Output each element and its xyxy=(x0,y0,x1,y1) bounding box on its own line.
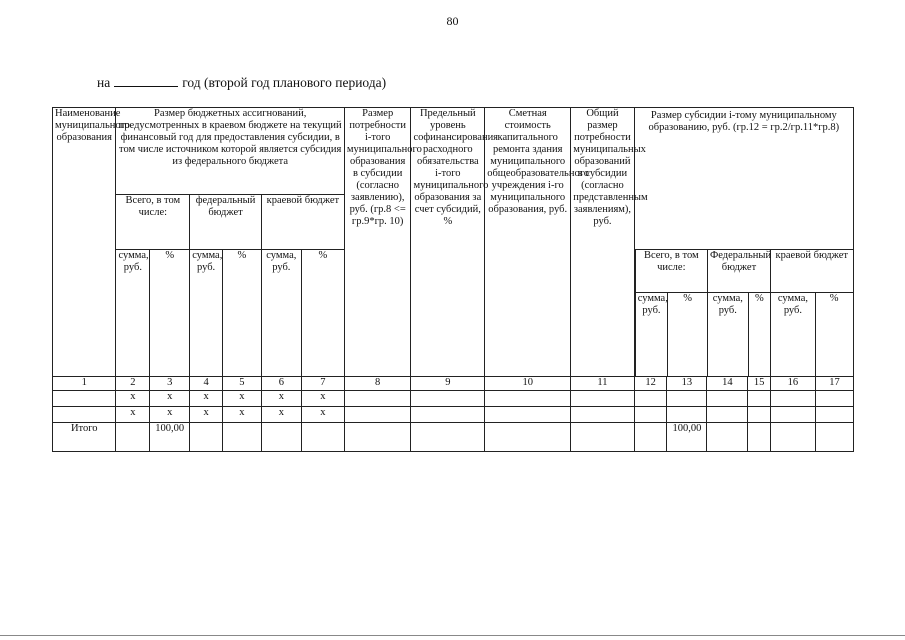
table-cell xyxy=(485,407,571,423)
table-cell xyxy=(344,423,411,452)
header-total-incl: Всего, в том числе: xyxy=(116,195,190,250)
header-pct-a3: % xyxy=(301,250,344,377)
table-cell xyxy=(53,407,116,423)
header-sum-a2: сумма, руб. xyxy=(190,250,223,377)
table-cell xyxy=(485,391,571,407)
subsidy-subheader-cell xyxy=(634,250,853,377)
header-pct-b3: % xyxy=(815,292,853,376)
col-num: 15 xyxy=(748,377,771,391)
table-cell xyxy=(815,407,853,423)
header-federal-a: федеральный бюджет xyxy=(190,195,262,250)
header-name: Наименование муниципального образования xyxy=(53,108,116,377)
table-cell xyxy=(190,423,223,452)
table-cell xyxy=(667,391,707,407)
table-cell xyxy=(261,423,301,452)
table-cell xyxy=(667,407,707,423)
table-cell xyxy=(116,423,150,452)
table-cell xyxy=(707,391,748,407)
x-mark: х xyxy=(222,407,261,423)
total-row xyxy=(53,423,854,452)
table-cell xyxy=(770,423,815,452)
table-cell xyxy=(485,423,571,452)
budget-table xyxy=(52,107,854,452)
table-cell xyxy=(344,407,411,423)
period-prefix: на xyxy=(97,75,111,90)
col-num: 10 xyxy=(485,377,571,391)
col-num: 5 xyxy=(222,377,261,391)
page-number: 80 xyxy=(446,14,459,28)
table-cell xyxy=(571,407,634,423)
total-label: Итого xyxy=(53,423,116,452)
table-cell xyxy=(301,423,344,452)
x-mark: х xyxy=(190,391,223,407)
header-regional-b: краевой бюджет xyxy=(771,250,853,292)
table-cell xyxy=(707,407,748,423)
header-sum-a1: сумма, руб. xyxy=(116,250,150,377)
x-mark: х xyxy=(222,391,261,407)
x-mark: х xyxy=(301,407,344,423)
header-sum-b3: сумма, руб. xyxy=(771,292,816,376)
x-mark: х xyxy=(150,407,190,423)
table-cell xyxy=(53,391,116,407)
x-mark: х xyxy=(116,407,150,423)
x-mark: х xyxy=(190,407,223,423)
table-cell xyxy=(571,423,634,452)
header-federal-b: Федеральный бюджет xyxy=(707,250,770,292)
header-need: Размер потребности i-того муниципального образования в субсидии (согласно заявлению), руб. (гр.8 <= гр.9*гр. 10) xyxy=(344,108,411,377)
period-suffix: год (второй год планового периода) xyxy=(182,75,387,90)
header-budget-group: Размер бюджетных ассигнований, предусмотренных в краевом бюджете на текущий финансовый год для предоставления субсидии, в том числе источником которой является субсидия из федерального бюджета xyxy=(116,108,344,195)
col-num: 16 xyxy=(770,377,815,391)
table-cell xyxy=(748,391,771,407)
header-sum-b2: сумма, руб. xyxy=(707,292,748,376)
page-bottom-rule xyxy=(0,635,905,636)
table-cell xyxy=(748,407,771,423)
x-mark: х xyxy=(301,391,344,407)
table-cell xyxy=(634,407,667,423)
header-subsidy-group: Размер субсидии i-тому муниципальному образованию, руб. (гр.12 = гр.2/гр.11*гр.8) xyxy=(634,108,853,250)
col-num: 8 xyxy=(344,377,411,391)
table-cell xyxy=(222,423,261,452)
total-pct-a: 100,00 xyxy=(150,423,190,452)
col-num: 1 xyxy=(53,377,116,391)
header-cost: Сметная стоимость капитального ремонта здания муниципального общеобразовательного учреждения i-го муниципального образования, руб. xyxy=(485,108,571,377)
col-num: 11 xyxy=(571,377,634,391)
table-cell xyxy=(411,423,485,452)
table-row xyxy=(53,407,854,423)
table-row xyxy=(53,391,854,407)
header-total-incl-b: Всего, в том числе: xyxy=(635,250,707,292)
column-number-row xyxy=(53,377,854,391)
table-cell xyxy=(344,391,411,407)
col-num: 2 xyxy=(116,377,150,391)
col-num: 13 xyxy=(667,377,707,391)
col-num: 14 xyxy=(707,377,748,391)
x-mark: х xyxy=(261,407,301,423)
x-mark: х xyxy=(116,391,150,407)
table-cell xyxy=(815,423,853,452)
col-num: 12 xyxy=(634,377,667,391)
period-line xyxy=(97,73,386,91)
x-mark: х xyxy=(150,391,190,407)
header-pct-b2: % xyxy=(748,292,770,376)
table-cell xyxy=(707,423,748,452)
header-pct-b1: % xyxy=(668,292,708,376)
header-pct-a2: % xyxy=(222,250,261,377)
table-cell xyxy=(634,391,667,407)
header-regional-a: краевой бюджет xyxy=(261,195,344,250)
table-cell xyxy=(770,407,815,423)
col-num: 7 xyxy=(301,377,344,391)
header-max-level: Предельный уровень софинансирования расходного обязательства i-того муниципального образования за счет субсидий, % xyxy=(411,108,485,377)
table-cell xyxy=(770,391,815,407)
x-mark: х xyxy=(261,391,301,407)
table-cell xyxy=(571,391,634,407)
table-cell xyxy=(634,423,667,452)
subsidy-subheader xyxy=(635,250,854,376)
col-num: 17 xyxy=(815,377,853,391)
col-num: 6 xyxy=(261,377,301,391)
col-num: 4 xyxy=(190,377,223,391)
header-total-need: Общий размер потребности муниципальных образований в субсидии (согласно представленным заявлениям), руб. xyxy=(571,108,634,377)
year-blank xyxy=(114,73,178,87)
header-sum-a3: сумма, руб. xyxy=(261,250,301,377)
header-pct-a1: % xyxy=(150,250,190,377)
table-cell xyxy=(411,407,485,423)
col-num: 3 xyxy=(150,377,190,391)
table-cell xyxy=(411,391,485,407)
table-cell xyxy=(748,423,771,452)
col-num: 9 xyxy=(411,377,485,391)
total-pct-b: 100,00 xyxy=(667,423,707,452)
table-cell xyxy=(815,391,853,407)
header-sum-b1: сумма, руб. xyxy=(635,292,668,376)
